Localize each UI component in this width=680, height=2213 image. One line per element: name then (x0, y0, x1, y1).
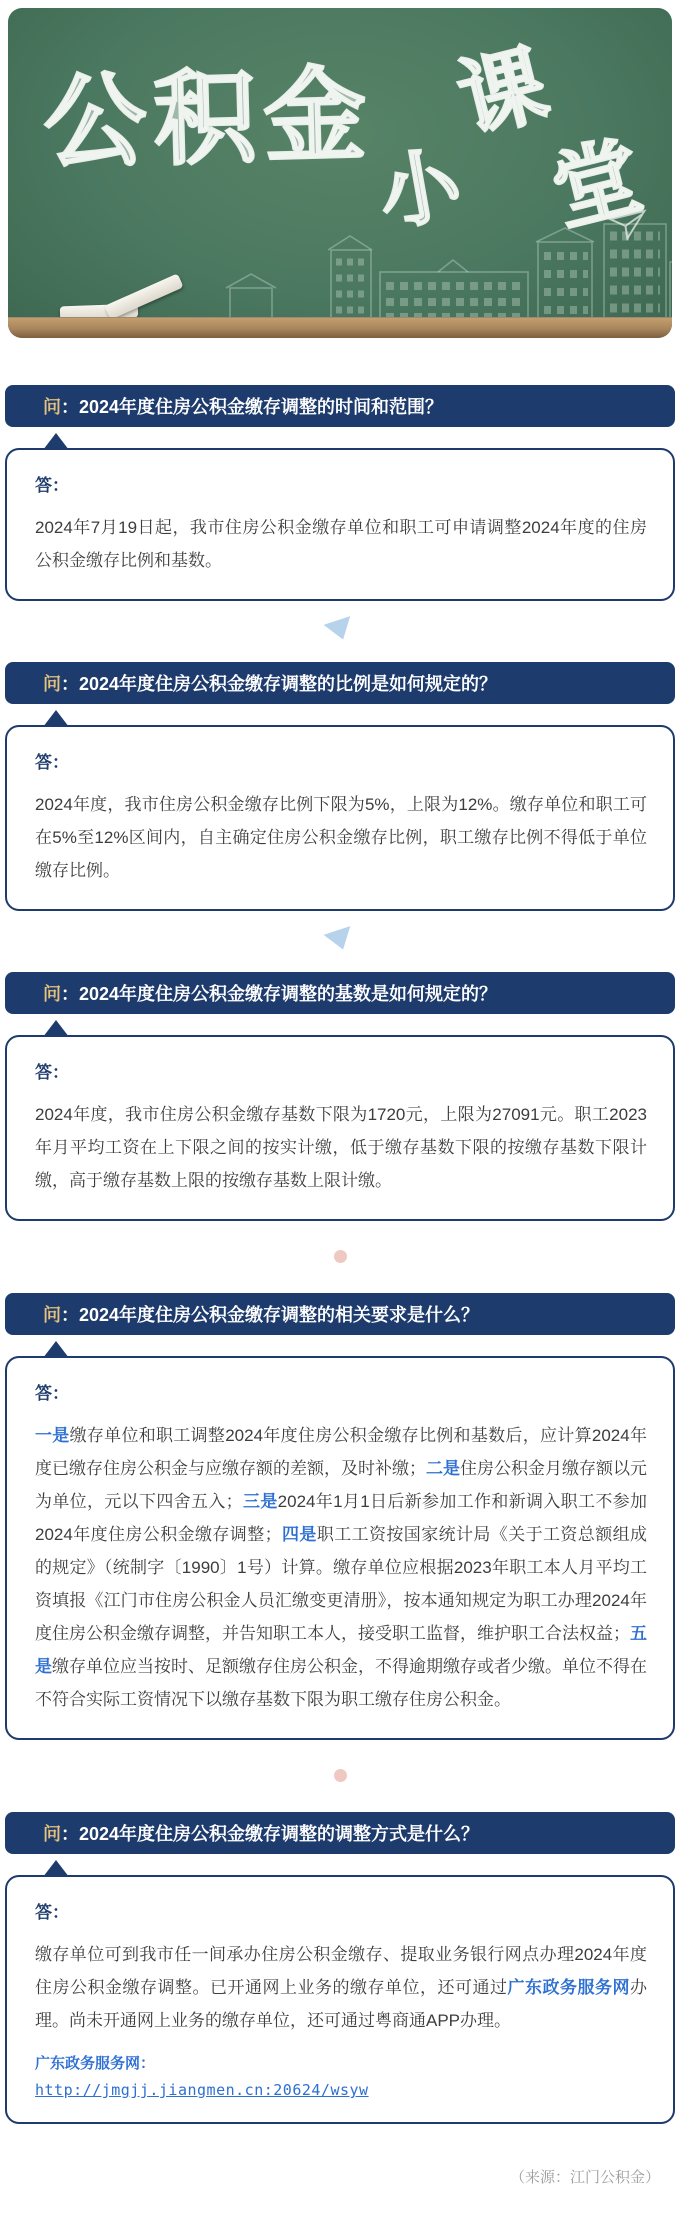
answer-text: 一是缴存单位和职工调整2024年度住房公积金缴存比例和基数后，应计算2024年度已缴存住房公积金与应缴存额的差额，及时补缴；二是住房公积金月缴存额以元为单位，元以下四舍五入；三是2024年1月1日后新参加工作和新调入职工不参加2024年度住房公积金缴存调整；四是职工工资按国家统计局《关于工资总额组成的规定》（统制字〔1990〕1号）计算。缴存单位应根据2023年职工本人月平均工资填报《江门市住房公积金人员汇缴变更清册》，按本通知规定为职工办理2024年度住房公积金缴存调整，并告知职工本人，接受职工监督，维护职工合法权益；五是缴存单位应当按时、足额缴存住房公积金，不得逾期缴存或者少缴。单位不得在不符合实际工资情况下以缴存基数下限为职工缴存住房公积金。 (35, 1426, 648, 1709)
chalk-arrow-icon (603, 203, 648, 243)
chalkboard-banner (8, 8, 672, 338)
source-note: （来源：江门公积金） (509, 2169, 660, 2186)
chalk-title-part2: 小 (372, 138, 468, 241)
chalkboard-tray (8, 317, 672, 338)
question-prefix: 问 (43, 674, 61, 694)
answer-label: 答： (35, 753, 69, 772)
separator-triangle-icon (324, 926, 357, 954)
separator-triangle-icon (324, 616, 357, 644)
separator-dot-icon (334, 1250, 347, 1263)
answer-pointer-triangle-icon (43, 1860, 69, 1877)
answer-pointer-triangle-icon (43, 433, 69, 450)
answer-box (5, 1356, 675, 1740)
answer-label: 答： (35, 1063, 69, 1082)
answer-box (5, 1875, 675, 2124)
answer-box (5, 725, 675, 911)
answer-text: 2024年度，我市住房公积金缴存基数下限为1720元，上限为27091元。职工2023年月平均工资在上下限之间的按实计缴，低于缴存基数下限的按缴存基数下限计缴，高于缴存基数上限的按缴存基数上限计缴。 (35, 1105, 647, 1190)
chalk-title-part3: 课 (449, 36, 557, 150)
question-bar (5, 972, 675, 1014)
answer-box (5, 448, 675, 601)
answer-label: 答： (35, 1903, 69, 1922)
qa-section-4 (5, 1293, 675, 1740)
gd-gov-site-link[interactable]: http://jmgjj.jiangmen.cn:20624/wsyw (35, 2081, 369, 2099)
qa-section-2 (5, 662, 675, 911)
chalk-title-part4: 堂 (543, 128, 651, 242)
question-text: ：2024年度住房公积金缴存调整的相关要求是什么？ (61, 1305, 480, 1325)
qa-section-5 (5, 1812, 675, 2124)
question-text: ：2024年度住房公积金缴存调整的调整方式是什么？ (61, 1824, 480, 1844)
gd-gov-site-label: 广东政务服务网： (35, 2055, 156, 2072)
question-bar (5, 662, 675, 704)
question-prefix: 问 (43, 1305, 61, 1325)
question-prefix: 问 (43, 1824, 61, 1844)
answer-label: 答： (35, 476, 69, 495)
answer-text: 缴存单位可到我市任一间承办住房公积金缴存、提取业务银行网点办理2024年度住房公积金缴存调整。已开通网上业务的缴存单位，还可通过广东政务服务网办理。尚未开通网上业务的缴存单位，还可通过粤商通APP办理。 (35, 1945, 647, 2030)
answer-pointer-triangle-icon (43, 1341, 69, 1358)
answer-text: 2024年7月19日起，我市住房公积金缴存单位和职工可申请调整2024年度的住房公积金缴存比例和基数。 (35, 518, 647, 570)
chalk-title-part1: 公积金 (42, 57, 376, 181)
question-bar (5, 1812, 675, 1854)
answer-pointer-triangle-icon (43, 710, 69, 727)
answer-box (5, 1035, 675, 1221)
separator-dot-icon (334, 1769, 347, 1782)
question-text: ：2024年度住房公积金缴存调整的比例是如何规定的？ (61, 674, 498, 694)
question-text: ：2024年度住房公积金缴存调整的基数是如何规定的？ (61, 984, 498, 1004)
qa-section-1 (5, 385, 675, 601)
answer-pointer-triangle-icon (43, 1020, 69, 1037)
question-prefix: 问 (43, 397, 61, 417)
question-bar (5, 385, 675, 427)
answer-label: 答： (35, 1384, 69, 1403)
question-bar (5, 1293, 675, 1335)
question-text: ：2024年度住房公积金缴存调整的时间和范围？ (61, 397, 444, 417)
answer-text: 2024年度，我市住房公积金缴存比例下限为5%，上限为12%。缴存单位和职工可在5%至12%区间内，自主确定住房公积金缴存比例，职工缴存比例不得低于单位缴存比例。 (35, 795, 647, 880)
question-prefix: 问 (43, 984, 61, 1004)
qa-section-3 (5, 972, 675, 1221)
